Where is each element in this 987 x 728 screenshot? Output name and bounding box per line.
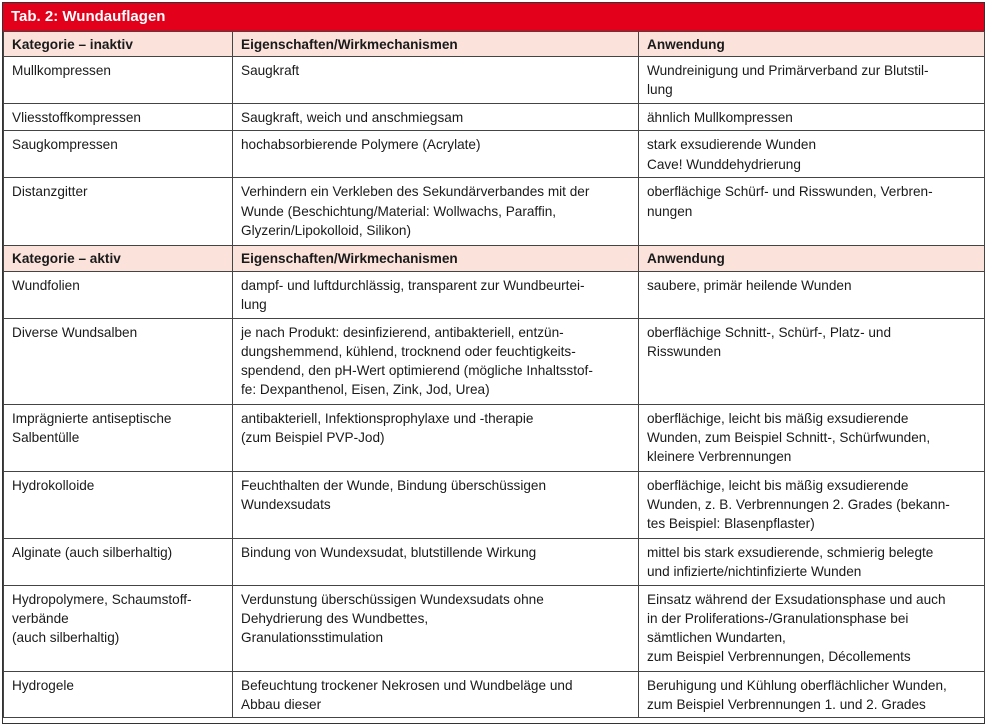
table-row <box>4 318 985 404</box>
category-cell: Vliesstoffkompressen <box>4 104 233 131</box>
table-row <box>4 585 985 671</box>
table-row <box>4 538 985 585</box>
section-header-row <box>4 32 985 57</box>
table-row <box>4 271 985 318</box>
wound-dressing-table <box>3 31 985 718</box>
header-category: Kategorie – inaktiv <box>4 32 233 57</box>
application-cell: oberflächige Schürf- und Risswunden, Verbren- nungen <box>639 178 985 246</box>
header-application: Anwendung <box>639 246 985 271</box>
category-cell: Hydrogele <box>4 671 233 717</box>
properties-cell: Befeuchtung trockener Nekrosen und Wundbeläge und Abbau dieser <box>233 671 639 717</box>
application-cell: oberflächige, leicht bis mäßig exsudierende Wunden, z. B. Verbrennungen 2. Grades (bekann- tes Beispiel: Blasenpflaster) <box>639 471 985 538</box>
properties-cell: Feuchthalten der Wunde, Bindung überschüssigen Wundexsudats <box>233 471 639 538</box>
application-cell: Wundreinigung und Primärverband zur Blutstil- lung <box>639 57 985 104</box>
properties-cell: Bindung von Wundexsudat, blutstillende Wirkung <box>233 538 639 585</box>
properties-cell: dampf- und luftdurchlässig, transparent zur Wundbeurtei- lung <box>233 271 639 318</box>
properties-cell: Saugkraft <box>233 57 639 104</box>
header-properties: Eigenschaften/Wirkmechanismen <box>233 32 639 57</box>
properties-cell: antibakteriell, Infektionsprophylaxe und -therapie (zum Beispiel PVP-Jod) <box>233 404 639 471</box>
section-header-row <box>4 246 985 271</box>
category-cell: Hydrokolloide <box>4 471 233 538</box>
application-cell: saubere, primär heilende Wunden <box>639 271 985 318</box>
table-row <box>4 671 985 717</box>
category-cell: Imprägnierte antiseptische Salbentülle <box>4 404 233 471</box>
application-cell: oberflächige, leicht bis mäßig exsudierende Wunden, zum Beispiel Schnitt-, Schürfwunden, kleinere Verbrennungen <box>639 404 985 471</box>
header-properties: Eigenschaften/Wirkmechanismen <box>233 246 639 271</box>
table-row <box>4 178 985 246</box>
application-cell: stark exsudierende Wunden Cave! Wunddehydrierung <box>639 131 985 178</box>
properties-cell: je nach Produkt: desinfizierend, antibakteriell, entzün- dungshemmend, kühlend, trocknend oder feuchtigkeits- spendend, den pH-Wert optimierend (mögliche Inhaltsstof- fe: Dexpanthenol, Eisen, Zink, Jod, Urea) <box>233 318 639 404</box>
table-row <box>4 131 985 178</box>
category-cell: Distanzgitter <box>4 178 233 246</box>
wound-dressing-table-card <box>2 2 985 724</box>
category-cell: Saugkompressen <box>4 131 233 178</box>
table-row <box>4 404 985 471</box>
properties-cell: Verhindern ein Verkleben des Sekundärverbandes mit der Wunde (Beschichtung/Material: Wollwachs, Paraffin, Glyzerin/Lipokolloid, Silikon) <box>233 178 639 246</box>
header-application: Anwendung <box>639 32 985 57</box>
application-cell: mittel bis stark exsudierende, schmierig belegte und infizierte/nichtinfizierte Wunden <box>639 538 985 585</box>
application-cell: oberflächige Schnitt-, Schürf-, Platz- und Risswunden <box>639 318 985 404</box>
table-row <box>4 104 985 131</box>
category-cell: Wundfolien <box>4 271 233 318</box>
properties-cell: Verdunstung überschüssigen Wundexsudats ohne Dehydrierung des Wundbettes, Granulationsstimulation <box>233 585 639 671</box>
header-category: Kategorie – aktiv <box>4 246 233 271</box>
application-cell: Einsatz während der Exsudationsphase und auch in der Proliferations-/Granulationsphase bei sämtlichen Wundarten, zum Beispiel Verbrennungen, Décollements <box>639 585 985 671</box>
category-cell: Hydropolymere, Schaumstoff- verbände (auch silberhaltig) <box>4 585 233 671</box>
category-cell: Diverse Wundsalben <box>4 318 233 404</box>
application-cell: ähnlich Mullkompressen <box>639 104 985 131</box>
table-title: Tab. 2: Wundauflagen <box>3 3 984 31</box>
properties-cell: hochabsorbierende Polymere (Acrylate) <box>233 131 639 178</box>
application-cell: Beruhigung und Kühlung oberflächlicher Wunden, zum Beispiel Verbrennungen 1. und 2. Grades <box>639 671 985 717</box>
category-cell: Mullkompressen <box>4 57 233 104</box>
properties-cell: Saugkraft, weich und anschmiegsam <box>233 104 639 131</box>
category-cell: Alginate (auch silberhaltig) <box>4 538 233 585</box>
table-row <box>4 57 985 104</box>
table-row <box>4 471 985 538</box>
